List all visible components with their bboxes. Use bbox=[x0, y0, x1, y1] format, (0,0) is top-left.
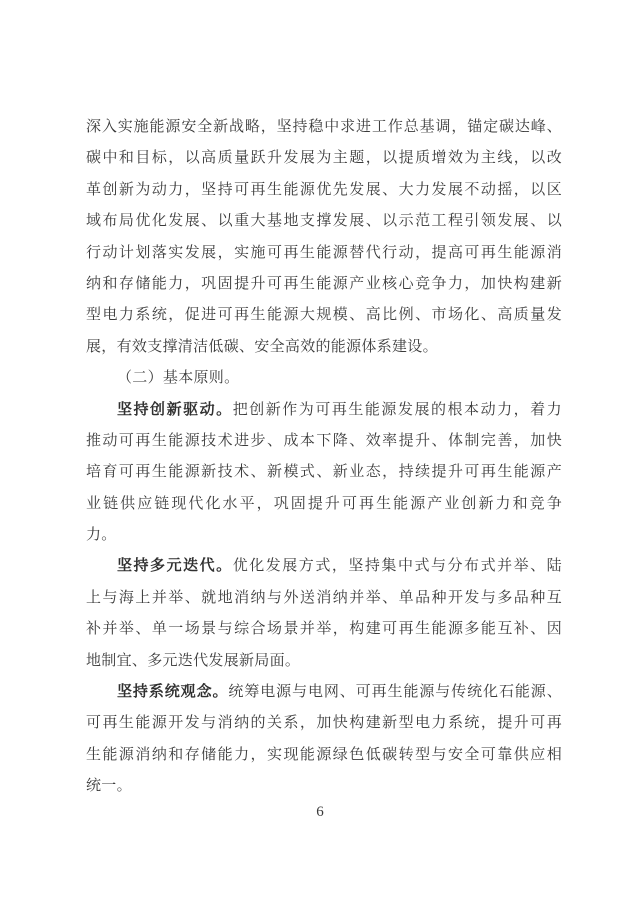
text-line: 展，有效支撑清洁低碳、安全高效的能源体系建设。 bbox=[86, 338, 438, 355]
paragraph-lead: 坚持创新驱动。 bbox=[117, 401, 233, 418]
text-line: 域布局优化发展、以重大基地支撑发展、以示范工程引领发展、以 bbox=[86, 213, 562, 230]
page-number: 6 bbox=[316, 804, 324, 820]
text-line: 业链供应链现代化水平，巩固提升可再生能源产业创新力和竞争 bbox=[86, 495, 562, 512]
text-line: 生能源消纳和存储能力，实现能源绿色低碳转型与安全可靠供应相 bbox=[86, 746, 562, 763]
text-line: 深入实施能源安全新战略，坚持稳中求进工作总基调，锚定碳达峰、 bbox=[86, 119, 562, 135]
paragraph-text: 把创新作为可再生能源发展的根本动力，着力 bbox=[232, 401, 562, 418]
text-line: 上与海上并举、就地消纳与外送消纳并举、单品种开发与多品种互 bbox=[86, 589, 562, 606]
text-line: 统一。 bbox=[86, 778, 132, 795]
text-line: 培育可再生能源新技术、新模式、新业态，持续提升可再生能源产 bbox=[86, 464, 562, 481]
text-line: 可再生能源开发与消纳的关系，加快构建新型电力系统，提升可再 bbox=[86, 715, 562, 732]
text-line: 推动可再生能源技术进步、成本下降、效率提升、体制完善，加快 bbox=[86, 432, 562, 449]
paragraph-text: 统筹电源与电网、可再生能源与传统化石能源、 bbox=[228, 684, 562, 701]
text-line bbox=[86, 551, 562, 582]
text-line: 补并举、单一场景与综合场景并举，构建可再生能源多能互补、因 bbox=[86, 621, 562, 638]
text-line: 碳中和目标，以高质量跃升发展为主题，以提质增效为主线，以改 bbox=[86, 150, 562, 167]
text-line: 力。 bbox=[86, 527, 117, 544]
text-line: 革创新为动力，坚持可再生能源优先发展、大力发展不动摇，以区 bbox=[86, 181, 562, 198]
paragraph-text: 优化发展方式，坚持集中式与分布式并举、陆 bbox=[232, 558, 562, 575]
text-line bbox=[86, 395, 562, 426]
text-line: 纳和存储能力，巩固提升可再生能源产业核心竞争力，加快构建新 bbox=[86, 275, 562, 292]
paragraph-lead: 坚持系统观念。 bbox=[117, 684, 229, 701]
paragraph-lead: 坚持多元迭代。 bbox=[117, 558, 233, 575]
section-heading: （二）基本原则。 bbox=[117, 370, 240, 387]
text-line: 型电力系统，促进可再生能源大规模、高比例、市场化、高质量发 bbox=[86, 307, 562, 324]
text-line: 地制宜、多元迭代发展新局面。 bbox=[86, 652, 301, 669]
text-line: 行动计划落实发展，实施可再生能源替代行动，提高可再生能源消 bbox=[86, 244, 562, 261]
text-line bbox=[86, 677, 562, 708]
document-body bbox=[86, 112, 562, 803]
